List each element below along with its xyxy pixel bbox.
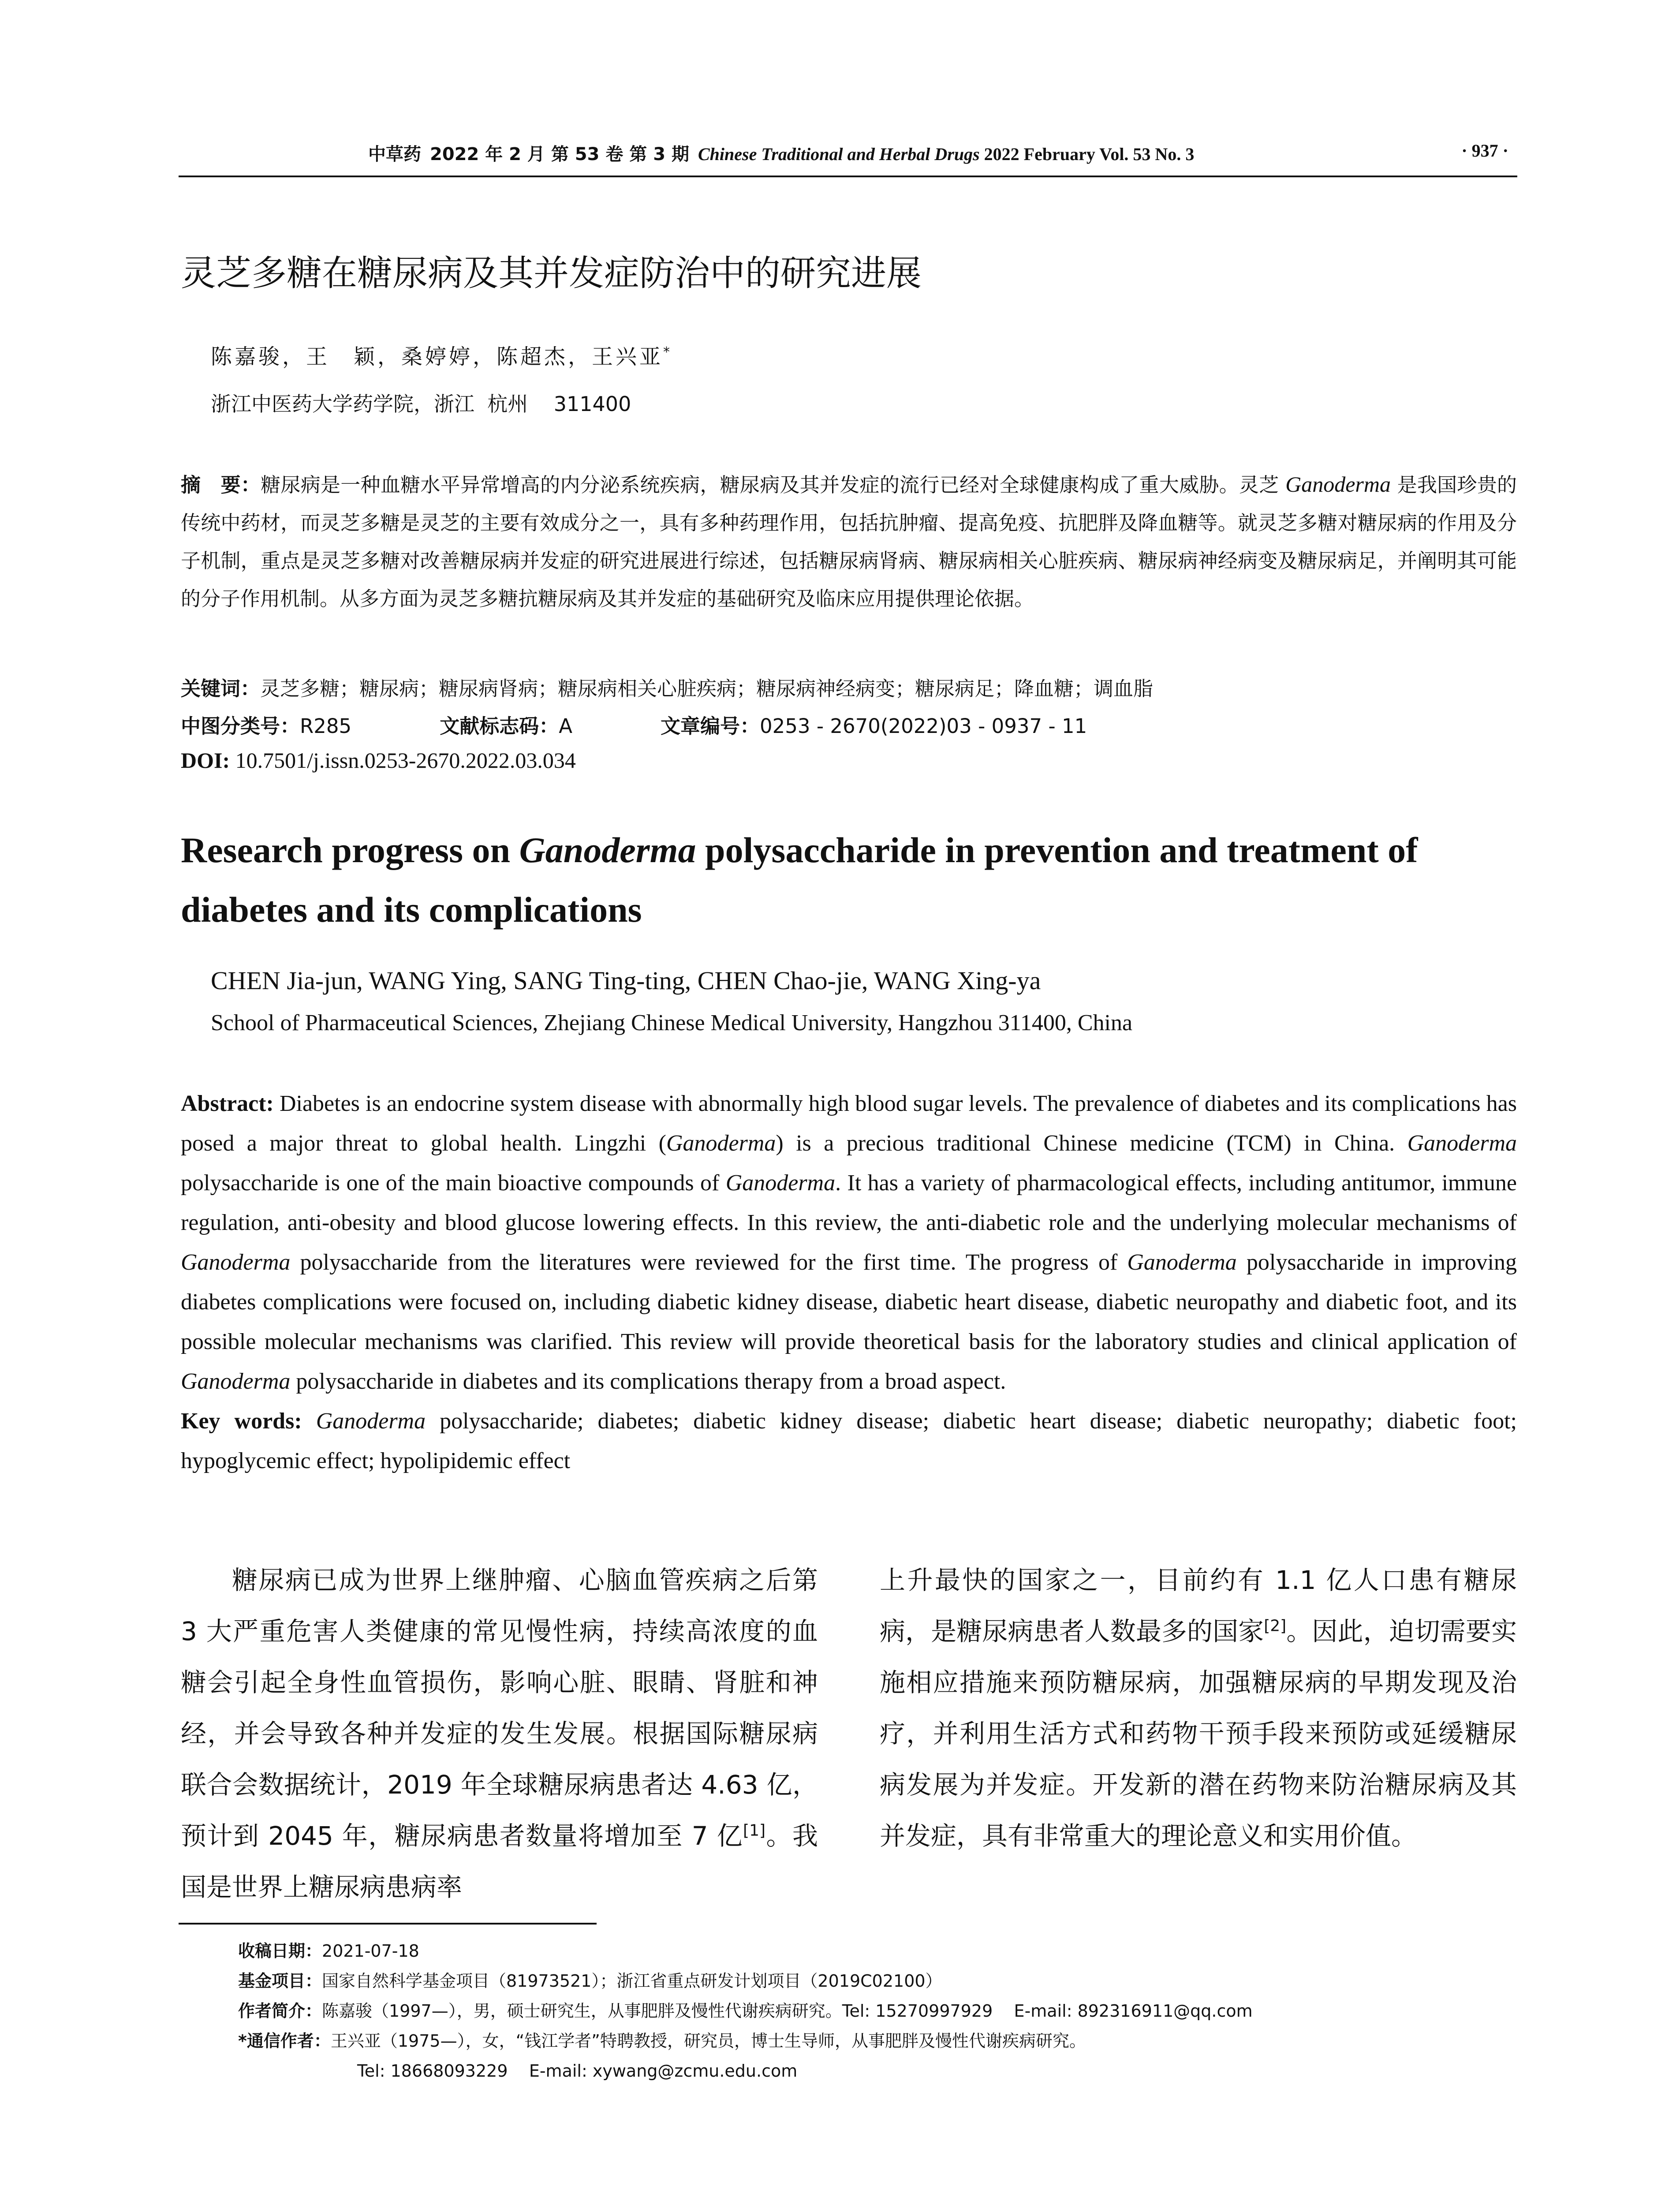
keywords-en-latin: Ganoderma — [316, 1409, 426, 1434]
doi-line — [181, 747, 576, 773]
abstract-cn-label: 摘 要： — [181, 473, 261, 497]
affiliation-cn: 浙江中医药大学药学院，浙江 杭州 311400 — [211, 392, 631, 416]
abstract-en-text: . It has a variety of pharmacological effects, including antitumor, immune regulation, anti-obesity and blood glucose lowering effects. In this review, the anti-diabetic role and the underlying molecular mechanisms of — [181, 1170, 1517, 1235]
footnote-author — [238, 1996, 1517, 2026]
footnote-value: 国家自然科学基金项目（81973521）；浙江省重点研发计划项目（2019C02100） — [322, 1971, 942, 1991]
keywords-en-label: Key words: — [181, 1409, 302, 1434]
footnote-value: 王兴亚（1975—），女，“钱江学者”特聘教授，研究员，博士生导师，从事肥胖及慢性代谢疾病研究。 — [330, 2031, 1086, 2051]
doc-code-value: A — [559, 714, 572, 738]
page-number: · 937 · — [1461, 141, 1508, 161]
doc-code-label: 文献标志码： — [440, 714, 559, 738]
footnote-value: 2021-07-18 — [322, 1941, 419, 1961]
abstract-en-text: polysaccharide in diabetes and its complications therapy from a broad aspect. — [290, 1369, 1006, 1394]
keywords-cn-label: 关键词： — [181, 677, 261, 700]
body-text: 。因此，迫切需要实施相应措施来预防糖尿病，加强糖尿病的早期发现及治疗，并利用生活方式和药物干预手段来预防或延缓糖尿病发展为并发症。开发新的潜在药物来防治糖尿病及其并发症，具有非常重大的理论意义和实用价值。 — [880, 1616, 1517, 1851]
footnote-received — [238, 1936, 1517, 1966]
abstract-en-label: Abstract: — [181, 1091, 274, 1116]
footnote-value: 陈嘉骏（1997—），男，硕士研究生，从事肥胖及慢性代谢疾病研究。Tel: 15270997929 E-mail: 892316911@qq.com — [322, 2001, 1253, 2021]
corresponding-mark: * — [663, 344, 673, 360]
body-text: 上升最快的国家之一，目前约有 1.1 亿人口患有糖尿病，是糖尿病患者人数最多的国家 — [880, 1565, 1517, 1646]
keywords-cn-text: 灵芝多糖；糖尿病；糖尿病肾病；糖尿病相关心脏疾病；糖尿病神经病变；糖尿病足；降血糖；调血脂 — [260, 677, 1154, 700]
running-header — [179, 140, 1517, 167]
journal-name-cn: 中草药 — [368, 144, 421, 164]
footnote-label: 收稿日期： — [238, 1941, 322, 1961]
body-column-right — [880, 1555, 1517, 1861]
authors-cn-names: 陈嘉骏，王 颖，桑婷婷，陈超杰，王兴亚 — [211, 344, 664, 369]
title-en-text-1: Research progress on — [181, 830, 519, 870]
abstract-en-text: polysaccharide is one of the main bioactive compounds of — [181, 1170, 726, 1196]
abstract-cn — [181, 465, 1517, 618]
keywords-en-text: polysaccharide; diabetes; diabetic kidney disease; diabetic heart disease; diabetic neuropathy; diabetic foot; hypoglycemic effect; hypolipidemic effect — [181, 1409, 1517, 1473]
footnotes — [238, 1936, 1517, 2086]
title-cn: 灵芝多糖在糖尿病及其并发症防治中的研究进展 — [181, 253, 922, 294]
journal-name-en: Chinese Traditional and Herbal Drugs — [698, 144, 980, 164]
article-no-value: 0253 - 2670(2022)03 - 0937 - 11 — [760, 714, 1087, 738]
keywords-cn — [181, 673, 1153, 701]
footnote-label: *通信作者： — [238, 2031, 331, 2051]
abstract-en-text: polysaccharide from the literatures were reviewed for the first time. The progress of — [290, 1250, 1127, 1275]
article-no-label: 文章编号： — [661, 714, 760, 738]
title-en — [181, 820, 1530, 939]
footnote-value: Tel: 18668093229 E-mail: xywang@zcmu.edu.com — [357, 2061, 798, 2081]
footnote-rule — [179, 1923, 597, 1925]
abstract-en-text: polysaccharide in improving diabetes complications were focused on, including diabetic kidney disease, diabetic heart disease, diabetic neuropathy and diabetic foot, and its possible molecular mechanisms was clarified. This review will provide theoretical basis for the laboratory studies and clinical application of — [181, 1250, 1517, 1354]
abstract-en-text: ) is a precious traditional Chinese medicine (TCM) in China. — [776, 1131, 1407, 1156]
abstract-en-latin: Ganoderma — [1407, 1131, 1517, 1156]
abstract-cn-text-2: 是我国珍贵的传统中药材，而灵芝多糖是灵芝的主要有效成分之一，具有多种药理作用，包括抗肿瘤、提高免疫、抗肥胖及降血糖等。就灵芝多糖对糖尿病的作用及分子机制，重点是灵芝多糖对改善糖尿病并发症的研究进展进行综述，包括糖尿病肾病、糖尿病相关心脏疾病、糖尿病神经病变及糖尿病足，并阐明其可能的分子作用机制。从多方面为灵芝多糖抗糖尿病及其并发症的基础研究及临床应用提供理论依据。 — [181, 473, 1517, 610]
header-rule — [179, 176, 1517, 177]
abstract-en-latin: Ganoderma — [181, 1250, 291, 1275]
abstract-en-text: Diabetes is an endocrine system disease with abnormally high blood sugar levels. The prevalence of diabetes and its complications has posed a major threat to global health. Lingzhi ( — [181, 1091, 1517, 1156]
clc-label: 中图分类号： — [181, 714, 300, 738]
footnote-corresponding-contact — [238, 2056, 1517, 2086]
doi-value: 10.7501/j.issn.0253-2670.2022.03.034 — [235, 748, 576, 773]
body-text: 糖尿病已成为世界上继肿瘤、心脑血管疾病之后第 3 大严重危害人类健康的常见慢性病，持续高浓度的血糖会引起全身性血管损伤，影响心脏、眼睛、肾脏和神经，并会导致各种并发症的发生发展。根据国际糖尿病联合会数据统计，2019 年全球糖尿病患者达 4.63 亿，预计到 2045 年，糖尿病患者数量将增加至 7 亿 — [181, 1565, 818, 1851]
abstract-en-latin: Ganoderma — [1127, 1250, 1237, 1275]
footnote-label: 基金项目： — [238, 1971, 322, 1991]
abstract-cn-text-1: 糖尿病是一种血糖水平异常增高的内分泌系统疾病，糖尿病及其并发症的流行已经对全球健康构成了重大威胁。灵芝 — [261, 473, 1286, 497]
title-en-text-2: polysaccharide in prevention and treatment of diabetes and its complications — [181, 830, 1418, 930]
citation-ref[interactable]: [2] — [1264, 1617, 1287, 1635]
footnote-corresponding — [238, 2026, 1517, 2056]
footnote-label: 作者简介： — [238, 2001, 322, 2021]
footnote-fund — [238, 1966, 1517, 1996]
doi-label: DOI: — [181, 748, 230, 773]
title-en-latin: Ganoderma — [519, 830, 696, 870]
classification-line — [181, 710, 1087, 739]
abstract-en-latin: Ganoderma — [181, 1369, 291, 1394]
citation-ref[interactable]: [1] — [743, 1821, 766, 1840]
journal-citation — [368, 140, 1194, 165]
affiliation-en: School of Pharmaceutical Sciences, Zhejiang Chinese Medical University, Hangzhou 311400, China — [211, 1010, 1133, 1035]
clc-value: R285 — [300, 714, 352, 738]
authors-en: CHEN Jia-jun, WANG Ying, SANG Ting-ting, CHEN Chao-jie, WANG Xing-ya — [211, 966, 1041, 995]
abstract-en — [181, 1084, 1517, 1481]
body-text: 。我国是世界上糖尿病患病率 — [181, 1821, 818, 1902]
authors-cn — [211, 340, 672, 370]
body-column-left — [181, 1555, 818, 1913]
issue-cn: 2022 年 2 月 第 53 卷 第 3 期 — [430, 144, 689, 164]
abstract-en-latin: Ganoderma — [725, 1170, 836, 1196]
abstract-en-latin: Ganoderma — [666, 1131, 776, 1156]
issue-en: 2022 February Vol. 53 No. 3 — [984, 144, 1195, 164]
abstract-cn-latin: Ganoderma — [1285, 472, 1391, 497]
